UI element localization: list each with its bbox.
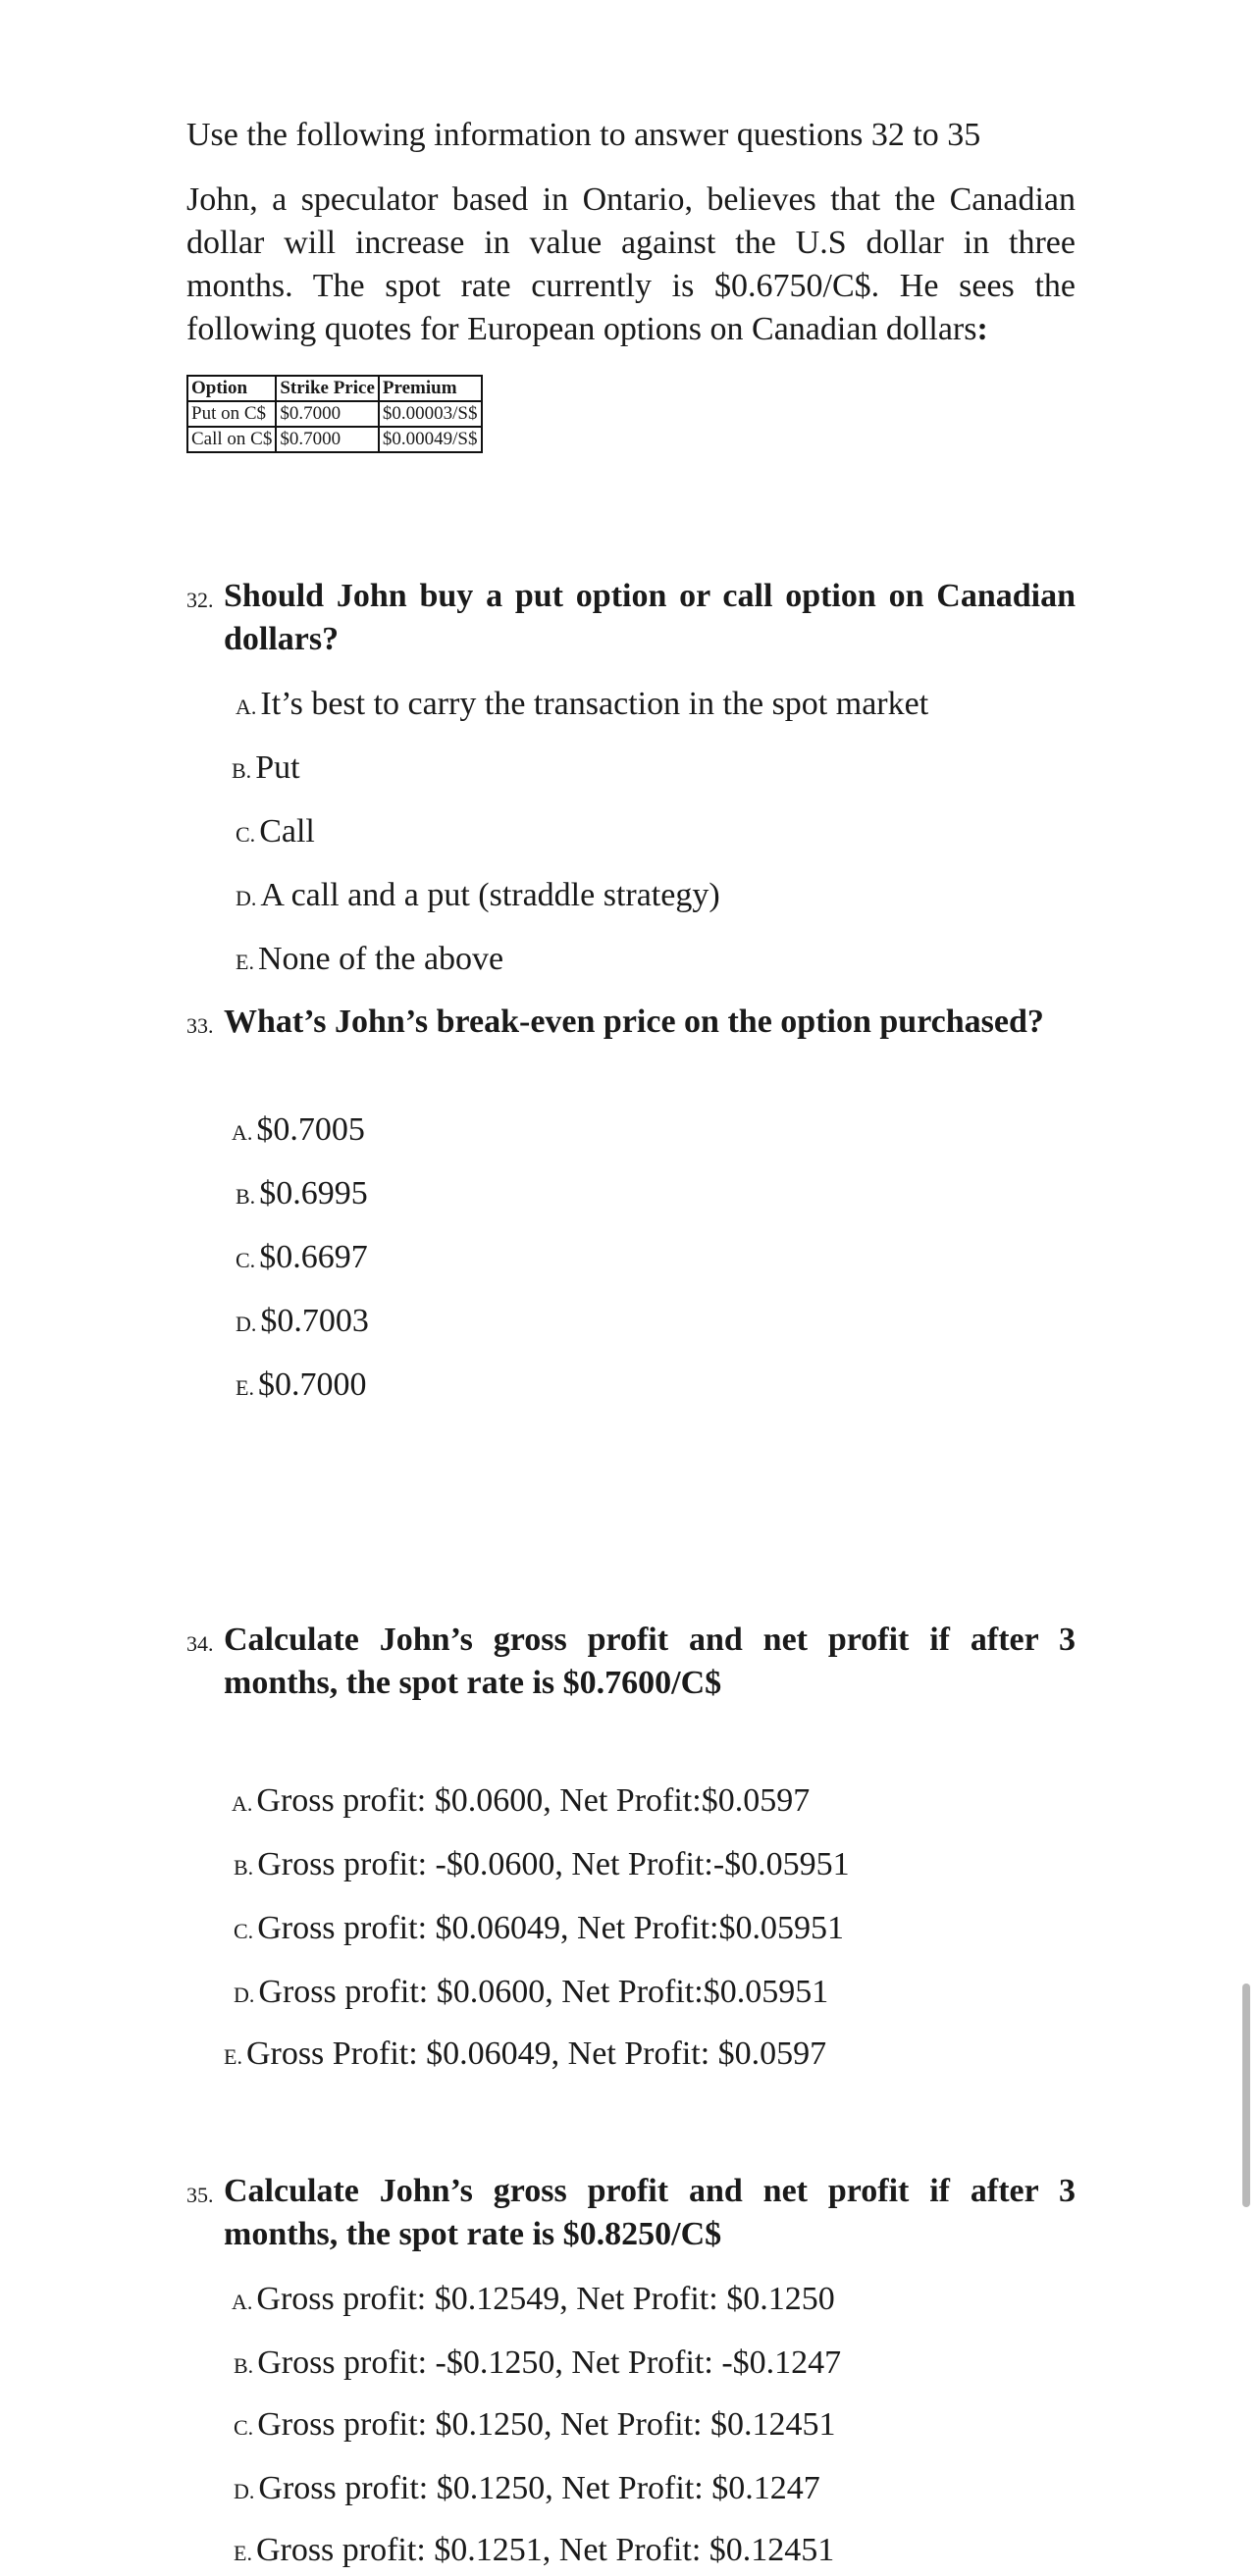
option-text: Gross profit: $0.0600, Net Profit:$0.0597 [256,1782,811,1819]
option-text: $0.6697 [259,1239,368,1275]
question-number: 32. [186,588,214,612]
question-header [186,2170,1076,2256]
answer-option [234,2467,820,2513]
option-letter: D. [236,1312,257,1336]
question-number: 34. [186,1631,214,1656]
option-letter: E. [224,2044,242,2069]
option-letter: C. [236,1248,256,1272]
option-letter: C. [234,1919,254,1943]
option-letter: E. [236,1375,254,1400]
answer-option [234,1907,844,1953]
answer-option [236,1364,366,1410]
table-cell: $0.7000 [276,427,379,452]
answer-option [234,1843,850,1889]
question-text: Calculate John’s gross profit and net profit if after 3 months, the spot rate is $0.7600/C$ [224,1622,1076,1701]
answer-option [232,747,300,793]
option-letter: A. [232,2290,253,2314]
scenario-paragraph [186,179,1076,351]
question-text: Should John buy a put option or call option on Canadian dollars? [224,578,1076,657]
option-text: Call [259,813,315,850]
question-35 [186,2170,1076,2568]
question-number: 33. [186,1013,214,1038]
option-letter: E. [236,950,254,974]
option-letter: B. [234,1855,254,1880]
table-cell: $0.00003/S$ [379,401,482,427]
option-text: $0.7005 [256,1111,365,1148]
table-header-cell: Strike Price [276,376,379,401]
answer-option [236,810,315,856]
option-text: A call and a put (straddle strategy) [260,877,720,913]
scenario-text: John, a speculator based in Ontario, believes that the Canadian dollar will increase in value against the U.S dollar in three months. The spot rate currently is $0.6750/C$. He sees the following quotes for European options on Canadian dollars [186,181,1076,347]
option-text: $0.7000 [257,1366,367,1403]
table-row [187,427,482,452]
option-text: Gross profit: $0.06049, Net Profit:$0.05951 [257,1910,844,1946]
answer-option [236,938,503,984]
question-header [186,1619,1076,1705]
option-text: Gross Profit: $0.06049, Net Profit: $0.0597 [245,2035,827,2072]
option-letter: B. [236,1184,256,1209]
answer-option [234,2403,836,2449]
answer-option [234,2342,841,2388]
answer-option [234,2529,834,2575]
option-letter: A. [232,1791,253,1816]
option-text: None of the above [257,941,504,977]
question-header [186,575,1076,661]
scenario-colon: : [976,311,988,347]
answer-option [236,1172,368,1218]
question-34 [186,1619,1076,2072]
option-text: Gross profit: $0.1250, Net Profit: $0.1247 [258,2470,820,2506]
answer-option [234,1971,828,2017]
option-text: Gross profit: -$0.0600, Net Profit:-$0.05951 [257,1846,850,1882]
answer-option [232,2278,835,2324]
option-letter: C. [236,822,256,847]
answer-option [236,683,928,729]
option-letter: A. [236,695,257,719]
table-cell: $0.7000 [276,401,379,427]
option-text: Gross profit: $0.12549, Net Profit: $0.1250 [256,2281,835,2317]
question-text: What’s John’s break-even price on the option purchased? [224,1004,1044,1040]
answer-option [232,1108,365,1155]
answer-option [232,1779,810,1826]
option-letter: C. [234,2415,254,2440]
question-33 [186,1001,1076,1403]
table-header-row [187,376,482,401]
option-text: $0.6995 [259,1175,368,1211]
option-letter: D. [236,886,257,910]
option-text: It’s best to carry the transaction in the spot market [260,686,929,722]
question-text: Calculate John’s gross profit and net profit if after 3 months, the spot rate is $0.8250/C$ [224,2173,1076,2252]
question-32 [186,575,1076,977]
option-letter: D. [234,1983,255,2007]
option-letter: B. [232,758,252,783]
option-letter: D. [234,2479,255,2503]
table-header-cell: Premium [379,376,482,401]
table-row [187,401,482,427]
answer-option [236,1300,369,1346]
option-quotes-table [186,375,483,453]
question-header [186,1001,1076,1048]
table-cell: Call on C$ [187,427,276,452]
vertical-scrollbar[interactable] [1242,1984,1250,2207]
option-letter: E. [234,2541,252,2565]
option-letter: A. [232,1120,253,1145]
table-header-cell: Option [187,376,276,401]
intro-text: Use the following information to answer questions 32 to 35 [186,117,981,153]
option-text: Gross profit: -$0.1250, Net Profit: -$0.1247 [257,2344,842,2381]
option-text: Gross profit: $0.1251, Net Profit: $0.12451 [255,2532,835,2568]
option-text: $0.7003 [260,1303,369,1339]
option-text: Gross profit: $0.1250, Net Profit: $0.12451 [257,2406,836,2443]
answer-option [236,874,720,920]
option-text: Put [255,749,300,786]
option-text: Gross profit: $0.0600, Net Profit:$0.05951 [258,1974,829,2010]
question-number: 35. [186,2183,214,2207]
table-cell: Put on C$ [187,401,276,427]
table-cell: $0.00049/S$ [379,427,482,452]
document-page [186,114,1076,2568]
answer-option [224,2033,826,2079]
answer-option [236,1236,368,1282]
option-letter: B. [234,2353,254,2378]
